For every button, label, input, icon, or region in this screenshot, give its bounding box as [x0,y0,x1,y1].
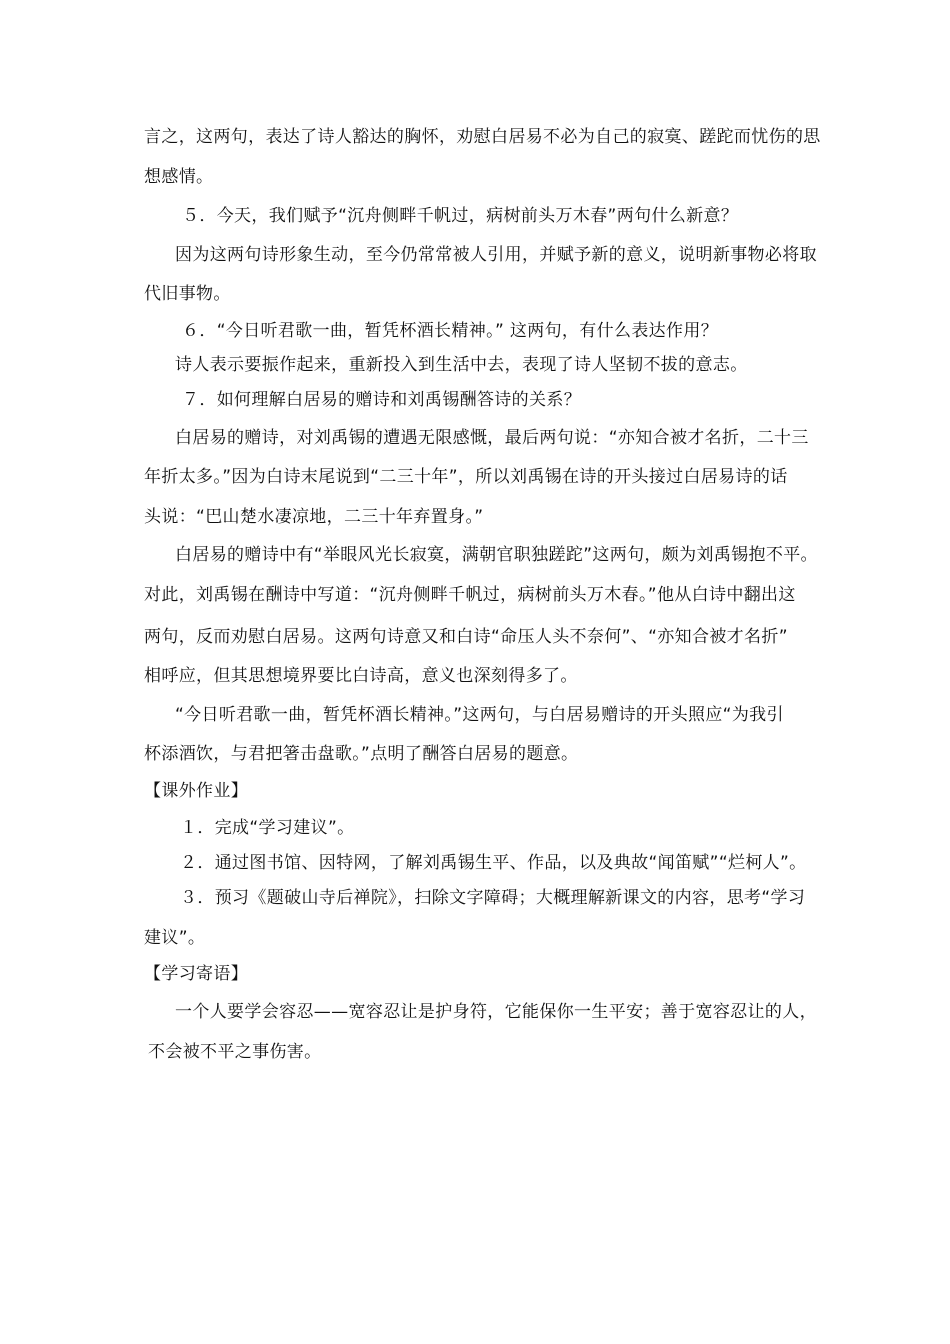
homework-item-1: １．完成“学习建议”。 [180,818,355,838]
homework-item-2: ２．通过图书馆、因特网，了解刘禹锡生平、作品，以及典故“闻笛赋”“烂柯人”。 [180,853,807,873]
answer-line: 头说：“巴山楚水凄凉地，二三十年弃置身。” [144,507,484,527]
text-line: 言之，这两句，表达了诗人豁达的胸怀，劝慰白居易不必为自己的寂寞、蹉跎而忧伤的思 [144,127,821,147]
section-heading-message: 【学习寄语】 [144,964,249,984]
answer-line: “今日听君歌一曲，暂凭杯酒长精神。”这两句，与白居易赠诗的开头照应“为我引 [175,705,784,725]
question-6: ６．“今日听君歌一曲，暂凭杯酒长精神。” 这两句，有什么表达作用？ [182,321,719,341]
homework-item-3-cont: 建议”。 [144,928,206,948]
message-line: 一个人要学会容忍——宽容忍让是护身符，它能保你一生平安；善于宽容忍让的人， [175,1002,817,1022]
answer-line: 白居易的赠诗中有“举眼风光长寂寞，满朝官职独蹉跎”这两句，颇为刘禹锡抱不平。 [175,545,818,565]
answer-line: 年折太多。”因为白诗末尾说到“二三十年”，所以刘禹锡在诗的开头接过白居易诗的话 [144,467,788,487]
homework-item-3: ３．预习《题破山寺后禅院》，扫除文字障碍；大概理解新课文的内容，思考“学习 [180,888,806,908]
question-5: ５．今天，我们赋予“沉舟侧畔千帆过，病树前头万木春”两句什么新意？ [182,206,739,226]
answer-line: 杯添酒饮，与君把箸击盘歌。”点明了酬答白居易的题意。 [144,744,579,764]
answer-line: 诗人表示要振作起来，重新投入到生活中去，表现了诗人坚韧不拔的意志。 [175,355,748,375]
question-7: ７．如何理解白居易的赠诗和刘禹锡酬答诗的关系？ [182,390,582,410]
answer-line: 因为这两句诗形象生动，至今仍常常被人引用，并赋予新的意义，说明新事物必将取 [175,245,817,265]
answer-line: 白居易的赠诗，对刘禹锡的遭遇无限感慨，最后两句说：“亦知合被才名折，二十三 [175,428,809,448]
answer-line: 代旧事物。 [144,284,231,304]
answer-line: 对此，刘禹锡在酬诗中写道：“沉舟侧畔千帆过，病树前头万木春。”他从白诗中翻出这 [144,585,796,605]
answer-line: 两句，反而劝慰白居易。这两句诗意又和白诗“命压人头不奈何”、“亦知合被才名折” [144,627,788,647]
section-heading-homework: 【课外作业】 [144,781,249,801]
answer-line: 相呼应，但其思想境界要比白诗高，意义也深刻得多了。 [144,666,578,686]
text-line: 想感情。 [144,167,214,187]
message-line: 不会被不平之事伤害。 [148,1042,322,1062]
